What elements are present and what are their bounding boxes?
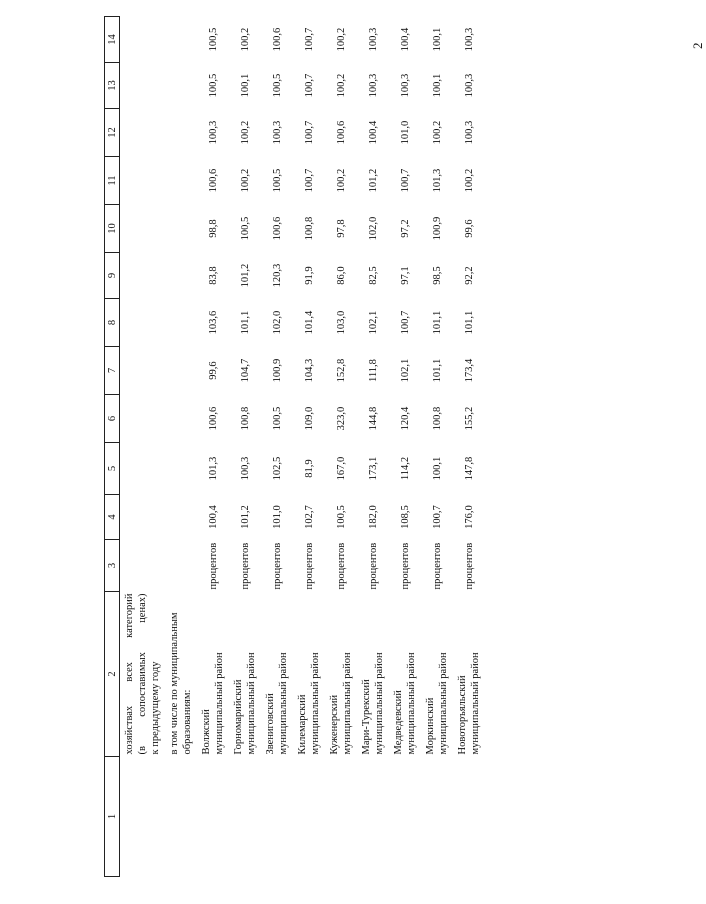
value-cell: 100,4 [399,27,411,52]
empty-cell [120,63,166,109]
col-1-cell [325,757,357,877]
row-label-line: муниципальный район [438,652,449,755]
col-1-cell [197,757,229,877]
value-cell: 100,6 [207,406,219,431]
unit-cell: процентов [335,542,347,590]
unit-cell: процентов [399,542,411,590]
value-cell: 100,7 [431,505,443,529]
value-cell: 144,8 [367,406,379,431]
value-cell: 102,0 [271,310,283,335]
row-label-line: (в сопоставимых ценах) [137,593,148,755]
empty-cell [165,495,197,540]
column-header: 11 [105,157,120,205]
value-cell: 97,1 [399,266,411,285]
value-cell: 100,5 [335,505,347,529]
value-cell: 100,2 [335,27,347,52]
value-cell: 99,6 [463,219,475,238]
value-cell: 100,1 [431,27,443,52]
value-cell: 100,5 [271,73,283,98]
empty-cell [165,109,197,157]
row-label-line: муниципальный район [214,652,225,755]
row-label [120,592,166,757]
value-cell: 92,2 [463,266,475,285]
table-row [293,17,325,877]
row-label-line: муниципальный район [278,652,289,755]
row-label-line: Мари-Турекский [361,679,372,755]
row-label-line: муниципальный район [374,652,385,755]
value-cell: 102,0 [367,216,379,241]
value-cell: 100,2 [335,73,347,98]
unit-cell: процентов [303,542,315,590]
row-label [293,592,325,757]
value-cell: 103,0 [335,310,347,335]
value-cell: 97,2 [399,219,411,238]
column-header: 1 [105,757,120,877]
row-label-line: Новоторъяльский [457,675,468,755]
value-cell: 102,1 [399,358,411,383]
value-cell: 104,3 [303,358,315,383]
empty-cell [165,395,197,443]
empty-cell [120,347,166,395]
value-cell: 100,8 [431,406,443,431]
value-cell: 100,3 [463,27,475,52]
row-label [357,592,389,757]
value-cell: 100,3 [207,120,219,145]
value-cell: 82,5 [367,266,379,285]
value-cell: 100,5 [207,73,219,98]
value-cell: 100,7 [303,168,315,193]
row-label-line: Волжский [201,709,212,755]
value-cell: 100,1 [431,73,443,98]
table-row [421,17,453,877]
row-label [197,592,229,757]
unit-cell: процентов [463,542,475,590]
col-1-cell [229,757,261,877]
subheading-row [165,17,197,877]
value-cell: 100,3 [239,456,251,481]
value-cell: 100,7 [303,27,315,52]
value-cell: 81,9 [303,459,315,478]
col-1-cell [453,757,485,877]
value-cell: 100,3 [463,120,475,145]
unit-cell: процентов [239,542,251,590]
value-cell: 101,4 [303,310,315,335]
empty-cell [165,347,197,395]
empty-cell [120,443,166,495]
value-cell: 120,4 [399,406,411,431]
value-cell: 100,9 [271,358,283,383]
empty-cell [120,109,166,157]
table-row [229,17,261,877]
empty-cell [120,299,166,347]
table-row [325,17,357,877]
column-header: 7 [105,347,120,395]
empty-cell [120,205,166,253]
value-cell: 167,0 [335,456,347,481]
rotated-page [104,17,584,877]
empty-cell [165,17,197,63]
value-cell: 101,0 [399,120,411,145]
value-cell: 100,9 [431,216,443,241]
row-label-line: Моркинский [425,697,436,755]
empty-cell [120,540,166,592]
table-row [261,17,293,877]
col-1-cell [421,757,453,877]
value-cell: 101,1 [431,358,443,383]
row-label-line: муниципальный район [342,652,353,755]
value-cell: 100,6 [271,27,283,52]
value-cell: 155,2 [463,406,475,431]
column-header: 6 [105,395,120,443]
row-label-line: Килемарский [297,694,308,755]
row-label-line: хозяйствах всех категорий [124,593,135,755]
value-cell: 102,7 [303,505,315,529]
row-label-line: муниципальный район [406,652,417,755]
empty-cell [165,253,197,299]
column-header: 8 [105,299,120,347]
value-cell: 100,7 [399,168,411,193]
table-row [357,17,389,877]
value-cell: 100,3 [463,73,475,98]
row-label [325,592,357,757]
intro-row [120,17,166,877]
row-label-line: в том числе по муниципальным [169,612,180,755]
value-cell: 100,2 [431,120,443,145]
value-cell: 100,4 [207,505,219,529]
empty-cell [120,395,166,443]
value-cell: 91,9 [303,266,315,285]
value-cell: 109,0 [303,406,315,431]
table-row [389,17,421,877]
col-1-cell [357,757,389,877]
empty-cell [165,443,197,495]
value-cell: 101,1 [431,310,443,335]
value-cell: 100,7 [399,310,411,335]
value-cell: 101,2 [239,263,251,288]
row-label-line: муниципальный район [310,652,321,755]
row-label-line: Медведевский [393,690,404,755]
row-label-line: образованиям: [182,689,193,755]
row-label [261,592,293,757]
row-label-line: к предыдущему году [150,661,161,755]
value-cell: 100,7 [303,73,315,98]
col-1-cell [120,757,166,877]
value-cell: 147,8 [463,456,475,481]
row-label-line: муниципальный район [246,652,257,755]
row-label [421,592,453,757]
value-cell: 101,1 [463,310,475,335]
value-cell: 100,3 [399,73,411,98]
value-cell: 100,5 [207,27,219,52]
unit-cell: процентов [431,542,443,590]
empty-cell [165,205,197,253]
value-cell: 99,6 [207,361,219,380]
value-cell: 108,5 [399,505,411,529]
row-label [389,592,421,757]
column-header: 3 [105,540,120,592]
row-label [165,592,197,757]
col-1-cell [165,757,197,877]
value-cell: 102,1 [367,310,379,335]
value-cell: 100,8 [303,216,315,241]
value-cell: 100,3 [271,120,283,145]
column-header: 4 [105,495,120,540]
value-cell: 102,5 [271,456,283,481]
column-header: 10 [105,205,120,253]
value-cell: 101,1 [239,310,251,335]
row-label-line: Горномарийский [233,679,244,755]
row-label [453,592,485,757]
value-cell: 173,4 [463,358,475,383]
value-cell: 100,3 [367,27,379,52]
value-cell: 83,8 [207,266,219,285]
value-cell: 100,5 [271,168,283,193]
row-label-line: Куженерский [329,694,340,755]
unit-cell: процентов [367,542,379,590]
value-cell: 176,0 [463,505,475,529]
row-label-line: Звениговский [265,693,276,755]
value-cell: 100,4 [367,120,379,145]
value-cell: 101,2 [239,505,251,529]
value-cell: 100,2 [239,27,251,52]
empty-cell [120,157,166,205]
row-label [229,592,261,757]
value-cell: 100,5 [271,406,283,431]
value-cell: 100,5 [239,216,251,241]
value-cell: 152,8 [335,358,347,383]
page-number: 2 [690,42,705,49]
column-header: 5 [105,443,120,495]
table-row [197,17,229,877]
value-cell: 101,0 [271,505,283,529]
row-label-line: муниципальный район [470,652,481,755]
value-cell: 98,5 [431,266,443,285]
empty-cell [120,253,166,299]
value-cell: 100,2 [239,120,251,145]
value-cell: 100,1 [431,456,443,481]
unit-cell: процентов [271,542,283,590]
column-header-row [105,17,120,877]
value-cell: 100,3 [367,73,379,98]
value-cell: 100,6 [271,216,283,241]
value-cell: 100,6 [207,168,219,193]
value-cell: 103,6 [207,310,219,335]
col-1-cell [261,757,293,877]
value-cell: 98,8 [207,219,219,238]
column-header: 13 [105,63,120,109]
value-cell: 100,7 [303,120,315,145]
value-cell: 182,0 [367,505,379,529]
value-cell: 97,8 [335,219,347,238]
column-header: 2 [105,592,120,757]
value-cell: 86,0 [335,266,347,285]
column-header: 14 [105,17,120,63]
value-cell: 101,3 [431,168,443,193]
statistics-table [104,16,485,877]
value-cell: 120,3 [271,263,283,288]
value-cell: 104,7 [239,358,251,383]
col-1-cell [293,757,325,877]
value-cell: 114,2 [399,456,411,481]
col-1-cell [389,757,421,877]
value-cell: 100,2 [463,168,475,193]
value-cell: 323,0 [335,406,347,431]
empty-cell [120,17,166,63]
value-cell: 101,3 [207,456,219,481]
empty-cell [120,495,166,540]
value-cell: 100,6 [335,120,347,145]
empty-cell [165,63,197,109]
empty-cell [165,299,197,347]
value-cell: 100,1 [239,73,251,98]
table-row [453,17,485,877]
value-cell: 100,8 [239,406,251,431]
column-header: 12 [105,109,120,157]
empty-cell [165,540,197,592]
unit-cell: процентов [207,542,219,590]
value-cell: 101,2 [367,168,379,193]
value-cell: 111,8 [367,359,379,382]
value-cell: 173,1 [367,456,379,481]
empty-cell [165,157,197,205]
value-cell: 100,2 [335,168,347,193]
value-cell: 100,2 [239,168,251,193]
column-header: 9 [105,253,120,299]
